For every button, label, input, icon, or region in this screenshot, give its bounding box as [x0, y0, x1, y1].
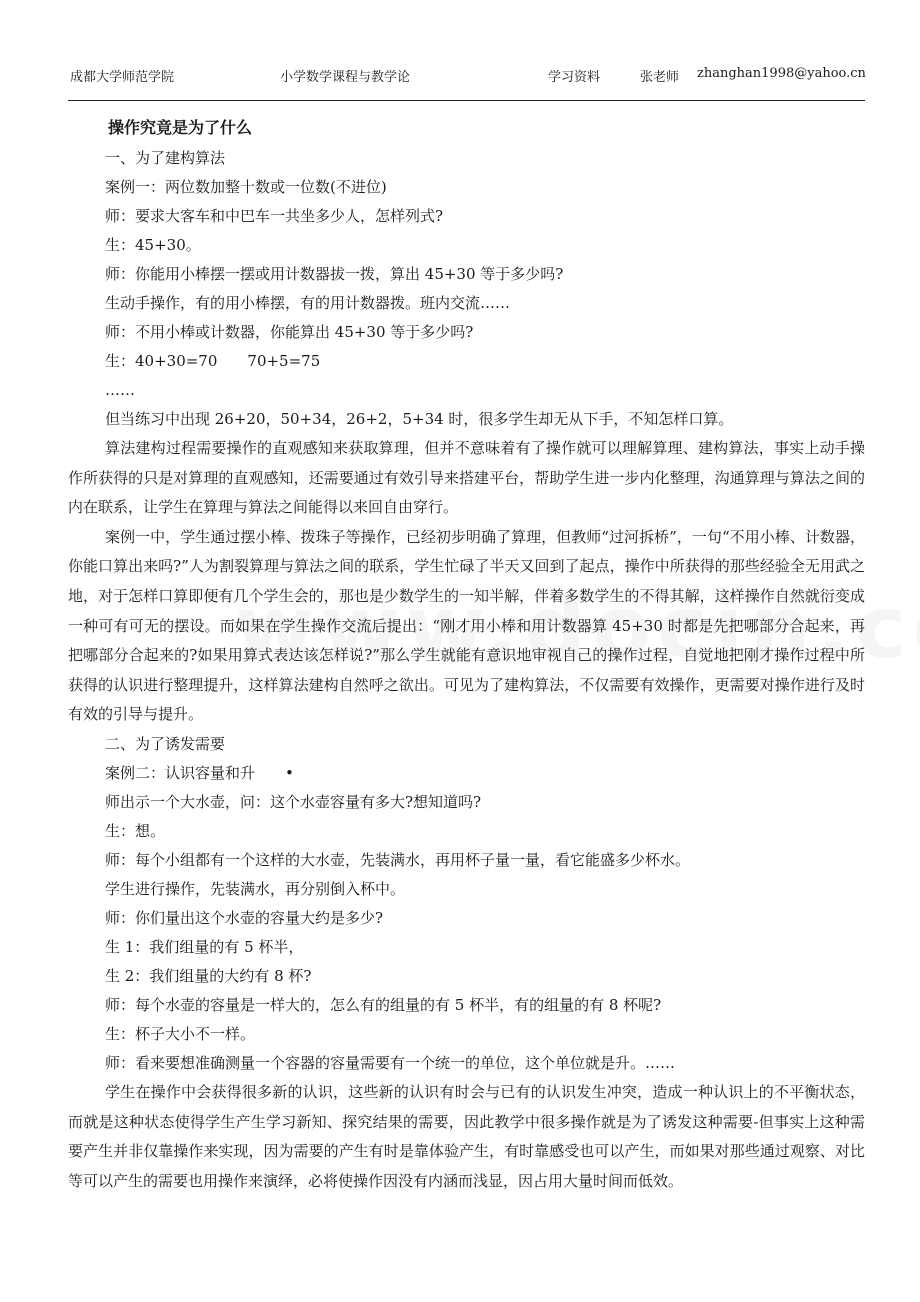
dialogue-line: 师：你们量出这个水壶的容量大约是多少? [105, 908, 384, 927]
header-material: 学习资料 [548, 70, 601, 85]
body-paragraph: 算法建构过程需要操作的直观感知来获取算理，但并不意味着有了操作就可以理解算理、建构算法，事实上动手操作所获得的只是对算理的直观感知，还需要通过有效引导来搭建平台，帮助学生进一步内化整理，沟通算理与算法之间的内在联系，让学生在算理与算法之间能得以来回自由穿行。 [68, 439, 865, 517]
body-paragraph: 学生在操作中会获得很多新的认识，这些新的认识有时会与已有的认识发生冲突，造成一种认识上的不平衡状态，而就是这种状态使得学生产生学习新知、探究结果的需要，因此教学中很多操作就是为了诱发这种需要-但事实上这种需要产生并非仅靠操作来实现，因为需要的产生有时是靠体验产生，有时靠感受也可以产生，而如果对那些通过观察、对比等可以产生的需要也用操作来演绎，必将使操作因没有内涵而浅显，因占用大量时间而低效。 [68, 1082, 865, 1190]
dialogue-line: …… [105, 381, 135, 399]
dialogue-line: 生 2：我们组量的大约有 8 杯? [105, 966, 312, 985]
dialogue-line: 生：想。 [105, 821, 166, 840]
header-teacher: 张老师 [640, 70, 680, 85]
dialogue-line: 生 1：我们组量的有 5 杯半， [105, 937, 304, 956]
dialogue-line: 生：杯子大小不一样。 [105, 1024, 256, 1043]
page-header [70, 64, 865, 84]
dialogue-line: 师：每个小组都有一个这样的大水壶，先装满水，再用杯子量一量，看它能盛多少杯水。 [105, 850, 691, 869]
dialogue-line: 生：45+30。 [105, 236, 201, 254]
dialogue-line: 师：每个水壶的容量是一样大的，怎么有的组量的有 5 杯半，有的组量的有 8 杯呢? [105, 995, 662, 1014]
header-school: 成都大学师范学院 [70, 70, 175, 85]
dialogue-line: 师出示一个大水壶，问：这个水壶容量有多大?想知道吗? [105, 792, 482, 811]
dialogue-line: 师：不用小棒或计数器，你能算出 45+30 等于多少吗? [105, 323, 474, 341]
document-body [68, 112, 865, 1196]
header-email: zhanghan1998@yahoo.cn [697, 66, 866, 81]
case-title: 案例一：两位数加整十数或一位数(不进位) [105, 178, 387, 196]
dialogue-line: 学生进行操作，先装满水，再分别倒入杯中。 [105, 879, 406, 898]
case-title: 案例二：认识容量和升 • [105, 763, 294, 782]
header-divider [68, 100, 865, 101]
dialogue-line: 但当练习中出现 26+20，50+34，26+2，5+34 时，很多学生却无从下手，不知怎样口算。 [105, 410, 734, 428]
dialogue-line: 师：你能用小棒摆一摆或用计数器拔一拨，算出 45+30 等于多少吗? [105, 265, 564, 283]
header-course: 小学数学课程与教学论 [280, 70, 411, 85]
dialogue-line: 师：看来要想准确测量一个容器的容量需要有一个统一的单位，这个单位就是升。…… [105, 1053, 676, 1072]
dialogue-line: 生动手操作，有的用小棒摆，有的用计数器拨。班内交流…… [105, 294, 511, 312]
body-paragraph: 案例一中，学生通过摆小棒、拨珠子等操作，已经初步明确了算理，但教师“过河拆桥”，一句“不用小棒、计数器，你能口算出来吗?”人为割裂算理与算法之间的联系，学生忙碌了半天又回到了起点，操作中所获得的那些经验全无用武之地，对于怎样口算即便有几个学生会的，那也是少数学生的一知半解，伴着多数学生的不得其解，这样操作自然就衍变成一种可有可无的摆设。而如果在学生操作交流后提出：“刚才用小棒和用计数器算 45+30 时都是先把哪部分合起来，再把哪部分合起来的?如果用算式表达该怎样说?”那么学生就能有意识地审视自己的操作过程，自觉地把刚才操作过程中所获得的认识进行整理提升，这样算法建构自然呼之欲出。可见为了建构算法，不仅需要有效操作，更需要对操作进行及时有效的引导与提升。 [68, 527, 865, 724]
document-title: 操作究竟是为了什么 [108, 118, 253, 137]
dialogue-line: 生：40+30=70 70+5=75 [105, 352, 321, 370]
dialogue-line: 师：要求大客车和中巴车一共坐多少人，怎样列式? [105, 207, 444, 225]
section-heading: 一、为了建构算法 [105, 149, 226, 167]
section-heading: 二、为了诱发需要 [105, 734, 226, 753]
